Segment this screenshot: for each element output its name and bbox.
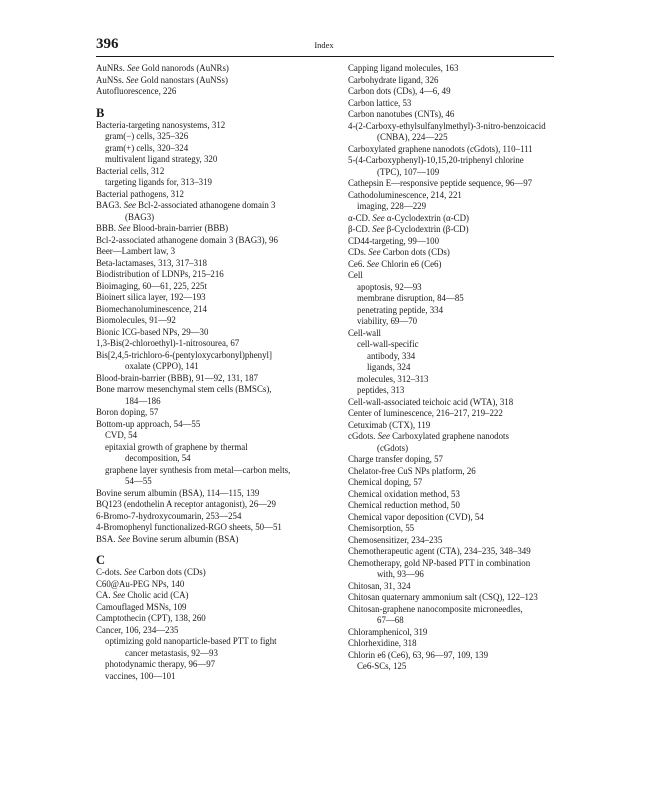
index-entry	[96, 430, 331, 442]
index-entry	[96, 200, 331, 212]
index-entry-text: Chitosan quaternary ammonium salt (CSQ), 122–123	[348, 592, 538, 602]
index-entry	[96, 361, 331, 373]
index-entry-text: Bacterial cells, 312	[96, 165, 165, 176]
index-entry-text: Autofluorescence, 226	[96, 86, 177, 96]
index-entry	[96, 488, 331, 500]
index-entry	[96, 453, 331, 465]
index-entry-text: cGdots.	[348, 431, 378, 441]
index-entry	[96, 511, 331, 523]
index-entry-text: (BAG3)	[125, 211, 155, 222]
index-entry	[348, 408, 583, 420]
index-entry-text: decomposition, 54	[125, 453, 191, 463]
index-entry-text: molecules, 312–313	[357, 373, 429, 384]
index-entry	[96, 407, 331, 419]
index-entry	[96, 338, 331, 350]
index-entry	[96, 613, 331, 625]
index-entry	[96, 235, 331, 247]
index-entry-text: Ce6.	[348, 258, 367, 269]
index-entry-text: Capping ligand molecules, 163	[348, 63, 459, 73]
index-entry-text: 1,3-Bis(2-chloroethyl)-1-nitrosourea, 67	[96, 338, 240, 348]
index-entry	[96, 373, 331, 385]
index-entry-text: Charge transfer doping, 57	[348, 454, 443, 464]
see-target: Carbon dots (CDs)	[380, 247, 450, 257]
index-entry-text: gram(−) cells, 325–326	[105, 131, 189, 141]
index-entry	[96, 258, 331, 270]
index-entry-text: Center of luminescence, 216–217, 219–222	[348, 408, 503, 418]
index-entry-text: BQ123 (endothelin A receptor antagonist), 26—29	[96, 499, 276, 509]
index-entry	[348, 374, 583, 386]
index-entry-text: apoptosis, 92—93	[357, 281, 422, 292]
index-entry	[348, 259, 583, 271]
index-entry-text: optimizing gold nanoparticle-based PTT to fight	[105, 636, 277, 646]
index-entry-text: Chlorhexidine, 318	[348, 638, 417, 648]
index-entry	[348, 132, 583, 144]
index-entry-text: Chloramphenicol, 319	[348, 626, 428, 637]
index-entry	[96, 579, 331, 591]
see-target: Cholic acid (CA)	[125, 590, 189, 600]
index-entry	[96, 131, 331, 143]
index-entry	[348, 489, 583, 501]
index-entry-text: BSA.	[96, 533, 118, 544]
index-entry	[348, 201, 583, 213]
index-entry-text: cancer metastasis, 92—93	[125, 647, 218, 658]
index-entry-text: Chemisorption, 55	[348, 523, 415, 533]
index-entry-text: viability, 69—70	[357, 316, 418, 326]
index-entry-text: CD44-targeting, 99—100	[348, 235, 440, 246]
index-entry-text: Cell-wall	[348, 327, 382, 338]
index-entry-text: Cathepsin E—responsive peptide sequence, 96—97	[348, 178, 533, 188]
index-entry-text: Chemotherapy, gold NP-based PTT in combination	[348, 557, 531, 568]
index-entry	[348, 305, 583, 317]
index-entry	[96, 384, 331, 396]
index-entry	[348, 569, 583, 581]
index-entry-text: β-CD.	[348, 224, 373, 234]
index-entry	[348, 362, 583, 374]
index-entry	[348, 236, 583, 248]
index-entry	[96, 442, 331, 454]
index-entry	[348, 627, 583, 639]
see-target: Carboxylated graphene nanodots	[389, 431, 509, 441]
page-number: 396	[96, 36, 119, 52]
index-entry	[96, 590, 331, 602]
index-entry-text: 4-(2-Carboxy-ethylsulfanylmethyl)-3-nitro-benzoicacid	[348, 120, 546, 131]
index-entry-text: Chitosan-graphene nanocomposite microneedles,	[348, 603, 523, 614]
index-entry-text: membrane disruption, 84—85	[357, 293, 464, 303]
index-entry-text: Carboxylated graphene nanodots (cGdots), 110–111	[348, 143, 533, 154]
index-entry	[348, 75, 583, 87]
index-entry-text: CDs.	[348, 247, 369, 257]
index-entry	[96, 75, 331, 87]
index-entry-text: Carbon nanotubes (CNTs), 46	[348, 109, 455, 119]
see-reference: See	[127, 63, 140, 73]
index-entry-text: Chemical doping, 57	[348, 477, 423, 487]
index-entry-text: Biomolecules, 91—92	[96, 315, 176, 325]
see-target: α-Cyclodextrin (α-CD)	[384, 212, 469, 223]
see-reference: See	[377, 431, 390, 441]
index-entry-text: antibody, 334	[367, 350, 416, 361]
index-entry-text: Bionic ICG-based NPs, 29—30	[96, 326, 209, 337]
index-entry	[96, 315, 331, 327]
index-entry	[348, 224, 583, 236]
index-entry-text: Bacteria-targeting nanosystems, 312	[96, 119, 226, 130]
index-entry-text: Biodistribution of LDNPs, 215–216	[96, 269, 224, 279]
index-entry-text: graphene layer synthesis from metal—carbon melts,	[105, 464, 291, 475]
index-entry	[96, 143, 331, 155]
index-entry	[96, 476, 331, 488]
index-entry	[96, 602, 331, 614]
index-entry-text: Biomechanoluminescence, 214	[96, 303, 207, 314]
index-entry	[96, 189, 331, 201]
index-entry-text: CA.	[96, 590, 113, 600]
index-entry	[348, 144, 583, 156]
index-entry	[348, 477, 583, 489]
index-entry-text: Chemotherapeutic agent (CTA), 234–235, 348–349	[348, 546, 531, 556]
index-entry	[96, 671, 331, 683]
see-target: Blood-brain-barrier (BBB)	[130, 223, 229, 233]
index-entry-text: BBB.	[96, 223, 119, 233]
index-entry-text: 6-Bromo-7-hydroxycoumarin, 253—254	[96, 510, 242, 521]
index-entry	[348, 385, 583, 397]
see-target: Gold nanorods (AuNRs)	[139, 63, 229, 73]
index-column-left	[96, 63, 331, 682]
index-entry-text: Boron doping, 57	[96, 407, 159, 417]
index-entry	[96, 304, 331, 316]
index-entry	[348, 604, 583, 616]
see-target: Bcl-2-associated athanogene domain 3	[135, 200, 276, 210]
index-entry-text: Bovine serum albumin (BSA), 114—115, 139	[96, 487, 260, 498]
index-entry	[96, 567, 331, 579]
see-reference: See	[126, 74, 139, 85]
index-entry-text: Ce6-SCs, 125	[357, 661, 407, 671]
index-entry	[348, 638, 583, 650]
index-entry-text: Blood-brain-barrier (BBB), 91—92, 131, 187	[96, 372, 258, 383]
index-entry	[348, 615, 583, 627]
index-entry	[348, 466, 583, 478]
index-letter-heading: B	[96, 105, 105, 120]
index-entry	[348, 500, 583, 512]
index-entry	[348, 443, 583, 455]
index-entry-text: C-dots.	[96, 567, 125, 577]
index-entry	[96, 499, 331, 511]
see-reference: See	[123, 200, 136, 210]
index-entry	[96, 522, 331, 534]
index-entry	[348, 98, 583, 110]
index-entry	[96, 281, 331, 293]
index-entry-text: imaging, 228—229	[357, 201, 427, 211]
index-entry-text: (cGdots)	[377, 442, 409, 453]
index-entry	[348, 121, 583, 133]
index-entry	[348, 190, 583, 202]
index-entry	[348, 86, 583, 98]
index-entry-text: targeting ligands for, 313–319	[105, 177, 212, 187]
index-entry	[96, 350, 331, 362]
see-reference: See	[112, 590, 126, 600]
running-head: Index	[314, 40, 334, 50]
index-entry	[348, 339, 583, 351]
index-entry	[96, 177, 331, 189]
index-entry-text: (CNBA), 224—225	[377, 132, 448, 142]
index-entry	[348, 512, 583, 524]
index-entry-text: 4-Bromophenyl functionalized-RGO sheets, 50—51	[96, 522, 282, 532]
index-entry	[96, 63, 331, 75]
index-entry-text: Chemosensitizer, 234–235	[348, 534, 443, 545]
index-entry-text: α-CD.	[348, 212, 373, 223]
see-reference: See	[118, 223, 131, 233]
index-entry-text: Chemical oxidation method, 53	[348, 488, 460, 499]
index-entry	[96, 86, 331, 98]
index-entry-text: Cell	[348, 270, 363, 280]
index-entry-text: epitaxial growth of graphene by thermal	[105, 441, 248, 452]
index-entry	[96, 223, 331, 235]
index-entry-text: Bottom-up approach, 54—55	[96, 418, 201, 429]
index-entry	[348, 247, 583, 259]
index-entry	[348, 650, 583, 662]
index-entry	[96, 120, 331, 132]
index-entry-text: Bacterial pathogens, 312	[96, 188, 184, 199]
index-entry	[96, 292, 331, 304]
index-entry	[96, 625, 331, 637]
index-entry	[348, 661, 583, 673]
index-entry	[348, 63, 583, 75]
see-reference: See	[124, 567, 137, 577]
index-entry	[348, 213, 583, 225]
see-reference: See	[366, 258, 380, 269]
see-reference: See	[117, 533, 131, 544]
index-entry-text: Cancer, 106, 234—235	[96, 624, 179, 635]
index-entry-text: with, 93—96	[377, 569, 424, 579]
index-entry	[348, 293, 583, 305]
index-entry-text: (TPC), 107—109	[377, 166, 440, 177]
index-entry	[96, 166, 331, 178]
index-entry	[96, 246, 331, 258]
index-entry	[96, 648, 331, 660]
index-entry-text: Chemical reduction method, 50	[348, 500, 460, 510]
index-entry-text: Cetuximab (CTX), 119	[348, 419, 431, 430]
index-entry-text: Beta-lactamases, 313, 317–318	[96, 257, 207, 268]
index-entry-text: Carbon dots (CDs), 4—6, 49	[348, 86, 451, 96]
index-entry-text: Bis[2,4,5-trichloro-6-(pentyloxycarbonyl)phenyl]	[96, 349, 272, 360]
index-entry	[348, 592, 583, 604]
index-entry	[348, 155, 583, 167]
index-entry-text: BAG3.	[96, 200, 124, 210]
header-rule	[96, 56, 554, 57]
index-entry	[348, 270, 583, 282]
index-entry-text: Bone marrow mesenchymal stem cells (BMSCs),	[96, 384, 272, 394]
index-entry-text: photodynamic therapy, 96—97	[105, 659, 216, 669]
index-entry	[96, 154, 331, 166]
index-entry	[348, 523, 583, 535]
index-entry-text: Camouflaged MSNs, 109	[96, 601, 187, 612]
index-entry-text: 54—55	[125, 476, 152, 486]
index-entry-text: Chemical vapor deposition (CVD), 54	[348, 511, 484, 522]
index-entry	[96, 534, 331, 546]
index-entry	[96, 465, 331, 477]
index-entry	[348, 328, 583, 340]
index-entry-text: Chitosan, 31, 324	[348, 580, 411, 591]
index-entry	[348, 558, 583, 570]
index-entry-text: gram(+) cells, 320–324	[105, 142, 189, 153]
index-entry-text: Beer—Lambert law, 3	[96, 246, 176, 256]
see-target: β-Cyclodextrin (β-CD)	[384, 224, 469, 234]
see-reference: See	[372, 224, 385, 234]
index-entry-text: ligands, 324	[367, 362, 411, 372]
see-reference: See	[368, 247, 381, 257]
index-entry-text: AuNSs.	[96, 74, 127, 85]
index-entry-text: oxalate (CPPO), 141	[125, 361, 199, 371]
index-entry	[348, 282, 583, 294]
index-entry-text: CVD, 54	[105, 430, 138, 440]
index-entry	[96, 636, 331, 648]
index-entry	[348, 109, 583, 121]
index-entry	[348, 420, 583, 432]
see-target: Gold nanostars (AuNSs)	[138, 74, 228, 85]
index-column-right	[348, 63, 583, 673]
index-entry-text: vaccines, 100—101	[105, 670, 176, 681]
index-entry-text: multivalent ligand strategy, 320	[105, 154, 218, 164]
see-target: Carbon dots (CDs)	[136, 567, 206, 577]
see-target: Bovine serum albumin (BSA)	[130, 533, 239, 544]
index-entry-text: 5-(4-Carboxyphenyl)-10,15,20-triphenyl chlorine	[348, 155, 524, 165]
index-entry-text: Carbon lattice, 53	[348, 97, 412, 108]
index-entry-text: Bcl-2-associated athanogene domain 3 (BAG3), 96	[96, 234, 278, 245]
index-entry	[348, 167, 583, 179]
index-entry-text: Chlorin e6 (Ce6), 63, 96—97, 109, 139	[348, 649, 489, 660]
index-entry	[348, 535, 583, 547]
index-entry-text: peptides, 313	[357, 385, 405, 395]
index-entry	[348, 316, 583, 328]
see-reference: See	[372, 212, 385, 223]
index-entry-text: 67—68	[377, 615, 404, 625]
index-entry-text: Bioimaging, 60—61, 225, 225t	[96, 280, 207, 291]
index-entry	[348, 351, 583, 363]
index-entry	[348, 397, 583, 409]
index-entry-text: 184—186	[125, 395, 161, 406]
index-entry	[348, 546, 583, 558]
index-entry	[348, 581, 583, 593]
index-entry	[348, 431, 583, 443]
index-entry-text: Cathodoluminescence, 214, 221	[348, 189, 462, 200]
index-entry-text: Cell-wall-associated teichoic acid (WTA), 318	[348, 396, 514, 407]
index-entry	[96, 269, 331, 281]
index-entry	[96, 396, 331, 408]
index-entry	[348, 178, 583, 190]
index-entry	[96, 659, 331, 671]
see-target: Chlorin e6 (Ce6)	[379, 258, 442, 269]
index-entry-text: cell-wall-specific	[357, 339, 419, 349]
index-entry-text: Chelator-free CuS NPs platform, 26	[348, 465, 476, 476]
index-entry-text: Bioinert silica layer, 192—193	[96, 292, 206, 302]
index-entry-text: Camptothecin (CPT), 138, 260	[96, 613, 206, 623]
index-entry	[96, 327, 331, 339]
index-entry-text: penetrating peptide, 334	[357, 304, 444, 315]
index-entry	[96, 212, 331, 224]
index-letter-heading: C	[96, 553, 106, 567]
index-entry	[348, 454, 583, 466]
index-entry-text: C60@Au-PEG NPs, 140	[96, 578, 185, 589]
index-entry-text: AuNRs.	[96, 63, 128, 73]
index-entry-text: Carbohydrate ligand, 326	[348, 74, 439, 85]
index-entry	[96, 419, 331, 431]
